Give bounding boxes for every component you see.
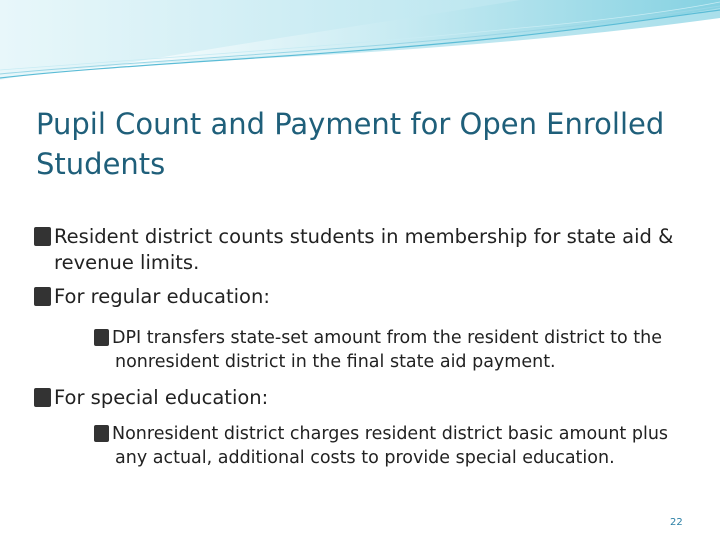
bullet-list <box>34 224 694 470</box>
bullet-item <box>34 385 694 411</box>
missing-glyph-icon <box>34 388 51 407</box>
missing-glyph-icon <box>94 425 109 442</box>
missing-glyph-icon <box>34 227 51 246</box>
bullet-item <box>34 224 694 276</box>
missing-glyph-icon <box>34 287 51 306</box>
missing-glyph-icon <box>94 329 109 346</box>
bullet-text: For regular education: <box>54 285 270 308</box>
bullet-item <box>34 284 694 310</box>
bullet-text: Resident district counts students in membership for state aid & revenue limits. <box>54 225 674 274</box>
bullet-text: For special education: <box>54 386 269 409</box>
slide-title: Pupil Count and Payment for Open Enrolled Students <box>36 107 665 181</box>
bullet-text: Nonresident district charges resident district basic amount plus any actual, additional costs to provide special education. <box>112 424 669 468</box>
header-wave-banner <box>0 0 720 95</box>
sub-bullet-item <box>34 326 694 374</box>
bullet-text: DPI transfers state-set amount from the resident district to the nonresident district in the final state aid payment. <box>112 328 663 372</box>
sub-bullet-item <box>34 422 694 470</box>
page-number: 22 <box>670 517 683 528</box>
